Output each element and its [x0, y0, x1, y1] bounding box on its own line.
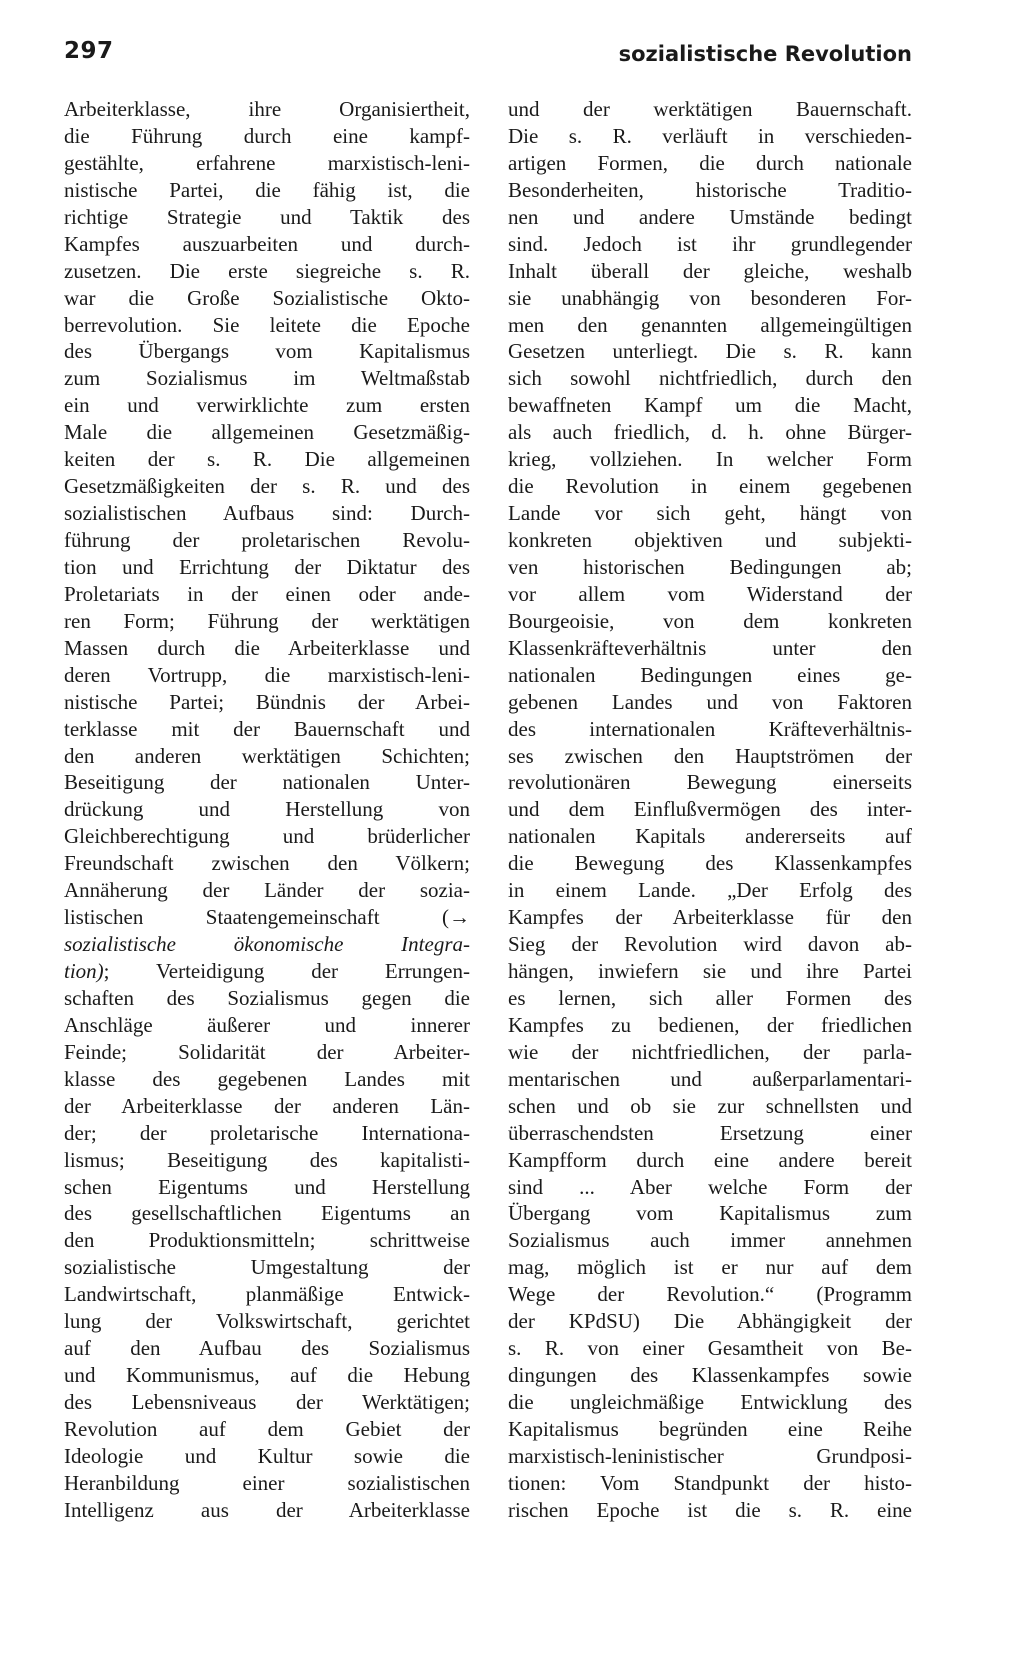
- text-line: und dem Einflußvermögen des inter-: [508, 797, 912, 822]
- text-line: Gleichberechtigung und brüderlicher: [64, 824, 470, 849]
- text-line: Die s. R. verläuft in verschieden-: [508, 123, 912, 148]
- running-head: sozialistische Revolution: [618, 42, 912, 66]
- text-line: Wege der Revolution.“ (Programm: [508, 1282, 912, 1307]
- text-line: lung der Volkswirtschaft, gerichtet: [64, 1309, 470, 1334]
- text-line: der; der proletarische Internationa-: [64, 1120, 470, 1145]
- text-line: zum Sozialismus im Weltmaßstab: [64, 366, 470, 391]
- text-line: der KPdSU) Die Abhängigkeit der: [508, 1309, 912, 1334]
- text-line: sind ... Aber welche Form der: [508, 1174, 912, 1199]
- text-line: der Arbeiterklasse der anderen Län-: [64, 1093, 470, 1118]
- text-line: tion und Errichtung der Diktatur des: [64, 554, 470, 579]
- text-line: Heranbildung einer sozialistischen: [64, 1470, 470, 1495]
- text-line: keiten der s. R. Die allgemeinen: [64, 447, 470, 472]
- text-line: ses zwischen den Hauptströmen der: [508, 743, 912, 768]
- text-line: nationalen Kapitals andererseits auf: [508, 824, 912, 849]
- text-line: schen und ob sie zur schnellsten und: [508, 1093, 912, 1118]
- text-line: Inhalt überall der gleiche, weshalb: [508, 258, 912, 283]
- text-line: krieg, vollziehen. In welcher Form: [508, 447, 912, 472]
- text-line: hängen, inwiefern sie und ihre Partei: [508, 959, 912, 983]
- text-line: den Produktionsmitteln; schrittweise: [64, 1228, 470, 1253]
- text-line: nistische Partei, die fähig ist, die: [64, 177, 470, 202]
- text-line: nen und andere Umstände bedingt: [508, 204, 912, 229]
- text-line: sich sowohl nichtfriedlich, durch den: [508, 366, 912, 391]
- text-line: berrevolution. Sie leitete die Epoche: [64, 312, 470, 337]
- text-line: den anderen werktätigen Schichten;: [64, 743, 470, 768]
- text-line: Besonderheiten, historische Traditio-: [508, 177, 912, 202]
- text-line: Gesetzmäßigkeiten der s. R. und des: [64, 474, 470, 499]
- text-line: in einem Lande. „Der Erfolg des: [508, 878, 912, 903]
- text-line: die Revolution in einem gegebenen: [508, 474, 912, 499]
- text-line: dingungen des Klassenkampfes sowie: [508, 1363, 912, 1388]
- text-line: sie unabhängig von besonderen For-: [508, 285, 912, 310]
- text-line: mentarischen und außerparlamentari-: [508, 1066, 912, 1091]
- text-line: rischen Epoche ist die s. R. eine: [508, 1497, 912, 1522]
- text-line: des internationalen Kräfteverhältnis-: [508, 716, 912, 741]
- text-line: ein und verwirklichte zum ersten: [64, 393, 470, 418]
- left-text-column: [64, 96, 470, 1524]
- text-line: drückung und Herstellung von: [64, 797, 470, 822]
- text-line: gebenen Landes und von Faktoren: [508, 689, 912, 714]
- text-line: Ideologie und Kultur sowie die: [64, 1443, 470, 1468]
- text-line: marxistisch-leninistischer Grundposi-: [508, 1443, 912, 1468]
- text-line: Klassenkräfteverhältnis unter den: [508, 635, 912, 660]
- text-line: ven historischen Bedingungen ab;: [508, 554, 912, 579]
- text-line: Annäherung der Länder der sozia-: [64, 878, 470, 903]
- text-line: sozialistische ökonomische Integra-: [64, 932, 470, 957]
- text-line: terklasse mit der Bauernschaft und: [64, 716, 470, 741]
- text-line: Intelligenz aus der Arbeiterklasse: [64, 1497, 470, 1522]
- text-line: die Führung durch eine kampf-: [64, 123, 470, 148]
- text-line: sozialistische Umgestaltung der: [64, 1255, 470, 1280]
- text-line: wie der nichtfriedlichen, der parla-: [508, 1039, 912, 1064]
- text-line: klasse des gegebenen Landes mit: [64, 1066, 470, 1091]
- text-line: auf den Aufbau des Sozialismus: [64, 1336, 470, 1361]
- text-line: war die Große Sozialistische Okto-: [64, 285, 470, 310]
- text-line: Freundschaft zwischen den Völkern;: [64, 851, 470, 876]
- text-line: Gesetzen unterliegt. Die s. R. kann: [508, 339, 912, 364]
- text-line: konkreten objektiven und subjekti-: [508, 528, 912, 552]
- text-line: und Kommunismus, auf die Hebung: [64, 1363, 470, 1388]
- text-line: deren Vortrupp, die marxistisch-leni-: [64, 662, 470, 687]
- text-line: vor allem vom Widerstand der: [508, 581, 912, 606]
- text-line: des Lebensniveaus der Werktätigen;: [64, 1390, 470, 1414]
- text-line: Übergang vom Kapitalismus zum: [508, 1201, 912, 1226]
- text-line: Sieg der Revolution wird davon ab-: [508, 932, 912, 957]
- page-number: 297: [64, 38, 114, 64]
- text-line: bewaffneten Kampf um die Macht,: [508, 393, 912, 418]
- text-line: Sozialismus auch immer annehmen: [508, 1228, 912, 1253]
- text-line: Bourgeoisie, von dem konkreten: [508, 608, 912, 633]
- text-line: des Übergangs vom Kapitalismus: [64, 339, 470, 364]
- text-line: Revolution auf dem Gebiet der: [64, 1416, 470, 1441]
- text-line: Anschläge äußerer und innerer: [64, 1012, 470, 1037]
- text-line: mag, möglich ist er nur auf dem: [508, 1255, 912, 1280]
- text-line: des gesellschaftlichen Eigentums an: [64, 1201, 470, 1226]
- text-line: artigen Formen, die durch nationale: [508, 150, 912, 175]
- text-line: überraschendsten Ersetzung einer: [508, 1120, 912, 1145]
- text-line: ren Form; Führung der werktätigen: [64, 608, 470, 633]
- text-line: gestählte, erfahrene marxistisch-leni-: [64, 150, 470, 175]
- text-line: Arbeiterklasse, ihre Organisiertheit,: [64, 97, 470, 121]
- text-line: schaften des Sozialismus gegen die: [64, 985, 470, 1010]
- text-line: s. R. von einer Gesamtheit von Be-: [508, 1336, 912, 1361]
- text-line: Kampfform durch eine andere bereit: [508, 1147, 912, 1172]
- text-line: lismus; Beseitigung des kapitalisti-: [64, 1147, 470, 1172]
- text-line: und der werktätigen Bauernschaft.: [508, 97, 912, 121]
- text-line: als auch friedlich, d. h. ohne Bürger-: [508, 420, 912, 445]
- text-line: Kampfes auszuarbeiten und durch-: [64, 231, 470, 256]
- text-line: führung der proletarischen Revolu-: [64, 528, 470, 552]
- text-line: men den genannten allgemeingültigen: [508, 312, 912, 337]
- text-line: Male die allgemeinen Gesetzmäßig-: [64, 420, 470, 445]
- text-line: Proletariats in der einen oder ande-: [64, 581, 470, 606]
- text-line: Beseitigung der nationalen Unter-: [64, 770, 470, 795]
- text-line: Lande vor sich geht, hängt von: [508, 501, 912, 526]
- text-line: Landwirtschaft, planmäßige Entwick-: [64, 1282, 470, 1307]
- text-line: nationalen Bedingungen eines ge-: [508, 662, 912, 687]
- text-line: revolutionären Bewegung einerseits: [508, 770, 912, 795]
- text-line: nistische Partei; Bündnis der Arbei-: [64, 689, 470, 714]
- text-line: zusetzen. Die erste siegreiche s. R.: [64, 258, 470, 283]
- right-text-column: [508, 96, 912, 1524]
- page-header: [64, 38, 912, 78]
- text-line: tion); Verteidigung der Errungen-: [64, 959, 470, 983]
- text-line: schen Eigentums und Herstellung: [64, 1174, 470, 1199]
- text-line: Massen durch die Arbeiterklasse und: [64, 635, 470, 660]
- text-line: Feinde; Solidarität der Arbeiter-: [64, 1039, 470, 1064]
- text-line: Kampfes zu bedienen, der friedlichen: [508, 1012, 912, 1037]
- text-line: richtige Strategie und Taktik des: [64, 204, 470, 229]
- text-line: sind. Jedoch ist ihr grundlegender: [508, 231, 912, 256]
- text-line: listischen Staatengemeinschaft (→: [64, 905, 470, 930]
- text-line: Kapitalismus begründen eine Reihe: [508, 1416, 912, 1441]
- text-line: die ungleichmäßige Entwicklung des: [508, 1390, 912, 1414]
- text-line: tionen: Vom Standpunkt der histo-: [508, 1470, 912, 1495]
- text-line: sozialistischen Aufbaus sind: Durch-: [64, 501, 470, 526]
- text-line: es lernen, sich aller Formen des: [508, 985, 912, 1010]
- text-line: Kampfes der Arbeiterklasse für den: [508, 905, 912, 930]
- text-line: die Bewegung des Klassenkampfes: [508, 851, 912, 876]
